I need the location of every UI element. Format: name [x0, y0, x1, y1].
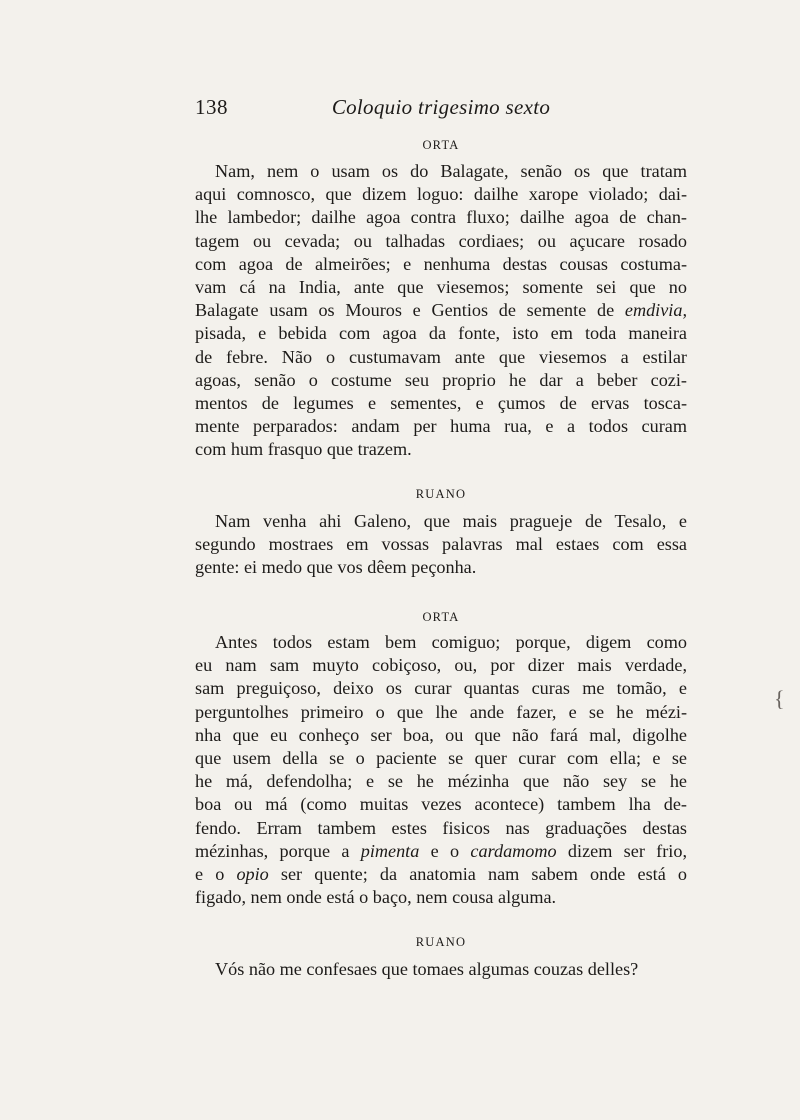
text-segment: aqui comnosco, que dizem loguo: dailhe xarope violado; dai-: [195, 184, 687, 205]
text-line: [195, 369, 687, 392]
italic-term: emdivia,: [624, 300, 687, 321]
text-segment: Antes todos estam bem comiguo; porque, digem como: [215, 632, 687, 652]
dialogue-block: [195, 510, 687, 580]
italic-term: opio: [236, 863, 269, 884]
text-segment: lhe lambedor; dailhe agoa contra fluxo; dailhe agoa de chan-: [195, 207, 687, 228]
page-header: [195, 95, 687, 125]
text-line: [195, 230, 687, 253]
text-segment: vam cá na India, ante que viesemos; somente sei que no: [195, 276, 687, 297]
text-line: [195, 438, 687, 461]
text-line: [195, 958, 687, 981]
text-line: [195, 747, 687, 770]
speaker-label: RUANO: [415, 487, 467, 501]
text-line: [195, 793, 687, 816]
bleed-through: [480, 470, 484, 488]
text-line: [195, 724, 687, 747]
text-line: [195, 253, 687, 276]
text-segment: que usem della se o paciente se quer curar com ella; e se: [195, 747, 687, 768]
text-segment: com agoa de almeirões; e nenhuma destas cousas costuma-: [195, 253, 687, 274]
text-line: [195, 183, 687, 206]
text-segment: Nam, nem o usam os do Balagate, senão os que tratam: [215, 161, 687, 181]
text-segment: Vós não me confesaes que tomaes algumas couzas delles?: [215, 959, 639, 979]
text-line: [195, 631, 687, 654]
text-segment: agoas, senão o costume seu proprio he dar a beber cozi-: [195, 369, 687, 390]
text-line: [195, 817, 687, 840]
text-line: [195, 701, 687, 724]
text-segment: figado, nem onde está o baço, nem cousa alguma.: [195, 887, 557, 908]
text-segment: tagem ou cevada; ou talhadas cordiaes; ou açucare rosado: [195, 230, 687, 251]
dialogue-block: [195, 631, 687, 909]
dialogue-block: [195, 958, 687, 981]
text-segment: e o: [419, 840, 471, 861]
text-segment: gente: ei medo que vos dêem peçonha.: [195, 557, 477, 578]
text-segment: mentos de legumes e sementes, e çumos de ervas tosca-: [195, 392, 687, 413]
italic-term: cardamomo: [470, 840, 557, 861]
speaker-label: ORTA: [422, 138, 460, 152]
text-line: [195, 677, 687, 700]
text-segment: fendo. Erram tambem estes fisicos nas graduações destas: [195, 817, 687, 838]
margin-mark: {: [774, 686, 785, 711]
text-segment: dizem ser frio,: [556, 840, 687, 861]
text-segment: com hum frasquo que trazem.: [195, 439, 412, 460]
text-line: [195, 510, 687, 533]
text-segment: ser quente; da anatomia nam sabem onde está o: [268, 863, 687, 884]
text-segment: sam preguiçoso, deixo os curar quantas curas me tomão, e: [195, 678, 687, 699]
text-line: [195, 276, 687, 299]
text-segment: eu nam sam muyto cobiçoso, ou, por dizer mais verdade,: [195, 655, 687, 676]
text-line: [195, 533, 687, 556]
text-line: [195, 160, 687, 183]
text-line: [195, 299, 687, 322]
text-line: [195, 392, 687, 415]
text-segment: Nam venha ahi Galeno, que mais pragueje de Tesalo, e: [215, 511, 687, 531]
text-segment: de febre. Não o custumavam ante que viesemos a estilar: [195, 346, 687, 367]
running-title: Coloquio trigesimo sexto: [331, 95, 551, 119]
text-segment: perguntolhes primeiro o que lhe ande fazer, e se he mézi-: [195, 701, 687, 722]
italic-term: pimenta: [360, 840, 420, 861]
text-line: [195, 415, 687, 438]
text-line: [195, 346, 687, 369]
text-line: [195, 770, 687, 793]
text-segment: mézinhas, porque a: [195, 840, 361, 861]
page-number: 138: [195, 95, 228, 119]
text-line: [195, 322, 687, 345]
text-segment: he má, defendolha; e se he mézinha que não sey se he: [195, 771, 687, 792]
speaker-label: RUANO: [415, 935, 467, 949]
text-line: [195, 206, 687, 229]
text-segment: pisada, e bebida com agoa da fonte, isto em toda maneira: [195, 323, 687, 344]
text-segment: mente perparados: andam per huma rua, e a todos curam: [195, 416, 687, 437]
text-segment: nha que eu conheço ser boa, ou que não fará mal, digolhe: [195, 724, 687, 745]
text-segment: e o: [195, 863, 237, 884]
text-segment: Balagate usam os Mouros e Gentios de semente de: [195, 300, 625, 321]
text-segment: boa ou má (como muitas vezes acontece) tambem lha de-: [195, 794, 687, 815]
text-line: [195, 863, 687, 886]
dialogue-block: [195, 160, 687, 461]
text-line: [195, 840, 687, 863]
text-line: [195, 886, 687, 909]
text-line: [195, 556, 687, 579]
speaker-label: ORTA: [422, 610, 460, 624]
text-line: [195, 654, 687, 677]
text-segment: segundo mostraes em vossas palavras mal estaes com essa: [195, 534, 687, 555]
